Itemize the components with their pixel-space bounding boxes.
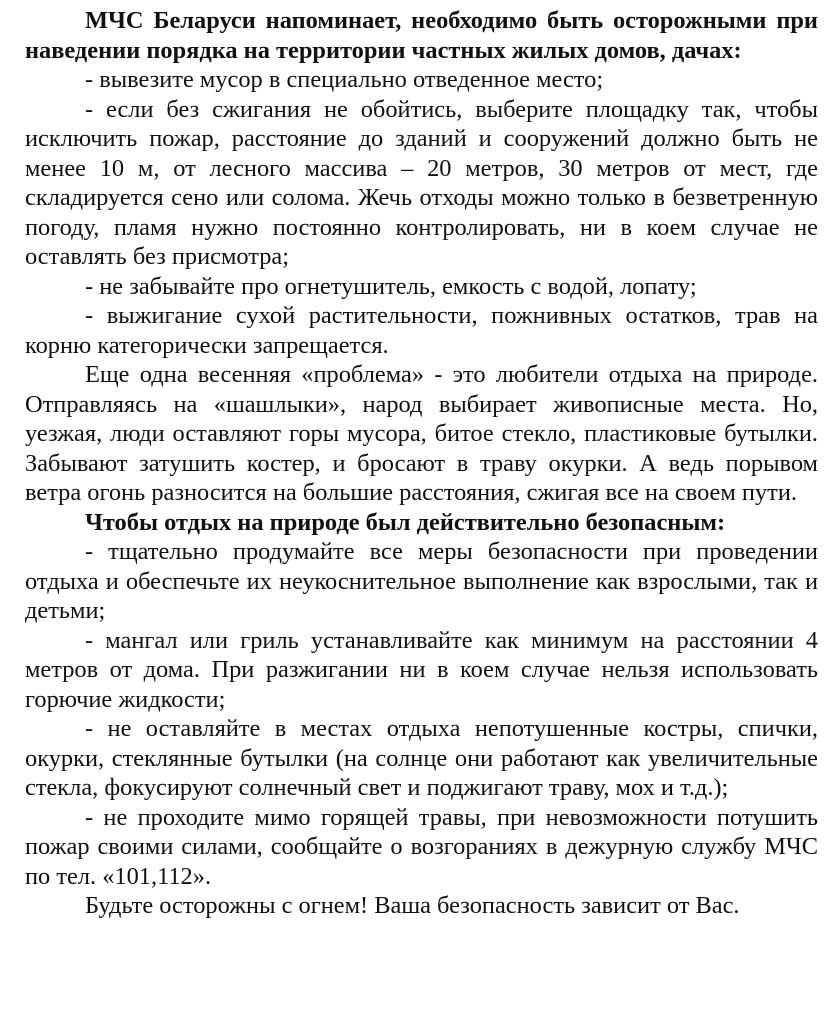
list-item: - не проходите мимо горящей травы, при невозможности потушить пожар своими силами, сообщайте о возгораниях в дежурную службу МЧС по тел. «101,112». bbox=[25, 803, 818, 890]
list-item: - вывезите мусор в специально отведенное место; bbox=[85, 66, 604, 93]
subheading-paragraph: Чтобы отдых на природе был действительно безопасным: bbox=[85, 508, 726, 536]
list-item: - не оставляйте в местах отдыха непотушенные костры, спички, окурки, стеклянные бутылки (на солнце они работают как увеличительные стекла, фокусируют солнечный свет и поджигают траву, мох и т.д.); bbox=[25, 715, 818, 801]
heading-paragraph: МЧС Беларуси напоминает, необходимо быть осторожными при наведении порядка на территории частных жилых домов, дачах: bbox=[25, 7, 818, 64]
list-item: - мангал или гриль устанавливайте как минимум на расстоянии 4 метров от дома. При разжигании ни в коем случае нельзя использовать горючие жидкости; bbox=[25, 626, 818, 713]
closing-paragraph: Будьте осторожны с огнем! Ваша безопасность зависит от Вас. bbox=[85, 892, 740, 919]
list-item: - выжигание сухой растительности, пожнивных остатков, трав на корню категорически запрещается. bbox=[25, 302, 818, 359]
body-paragraph: Еще одна весенняя «проблема» - это любители отдыха на природе. Отправляясь на «шашлыки», народ выбирает живописные места. Но, уезжая, люди оставляют горы мусора, битое стекло, пластиковые бутылки. Забывают затушить костер, и бросают в траву окурки. А ведь порывом ветра огонь разносится на большие расстояния, сжигая все на своем пути. bbox=[25, 361, 818, 506]
list-item: - тщательно продумайте все меры безопасности при проведении отдыха и обеспечьте их неукоснительное выполнение как взрослыми, так и детьми; bbox=[25, 538, 818, 624]
list-item: - если без сжигания не обойтись, выберите площадку так, чтобы исключить пожар, расстояние до зданий и сооружений должно быть не менее 10 м, от лесного массива – 20 метров, 30 метров от мест, где складируется сено или солома. Жечь отходы можно только в безветренную погоду, пламя нужно постоянно контролировать, ни в коем случае не оставлять без присмотра; bbox=[25, 95, 818, 270]
list-item: - не забывайте про огнетушитель, емкость с водой, лопату; bbox=[85, 272, 697, 300]
